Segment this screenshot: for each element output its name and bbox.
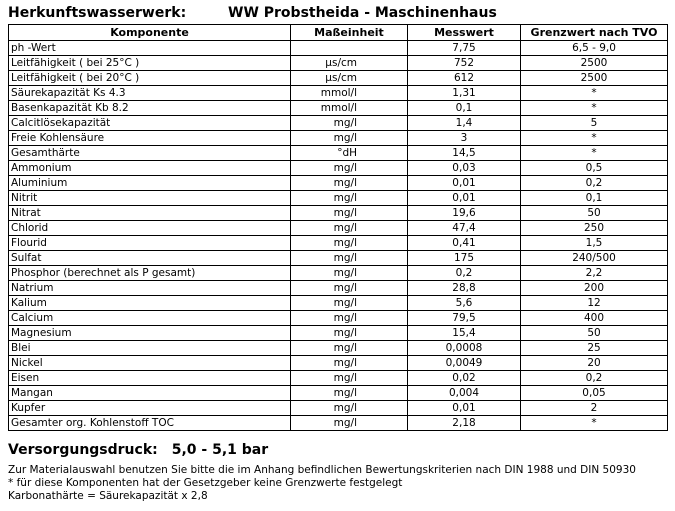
cell-unit: mg/l: [291, 236, 408, 251]
cell-measured: 15,4: [408, 326, 521, 341]
cell-limit: 2,2: [521, 266, 668, 281]
cell-unit: mg/l: [291, 221, 408, 236]
cell-measured: 2,18: [408, 416, 521, 431]
cell-unit: mg/l: [291, 371, 408, 386]
cell-component: Kalium: [9, 296, 291, 311]
cell-limit: 0,2: [521, 176, 668, 191]
cell-component: Gesamter org. Kohlenstoff TOC: [9, 416, 291, 431]
cell-limit: 20: [521, 356, 668, 371]
cell-unit: µs/cm: [291, 56, 408, 71]
cell-measured: 79,5: [408, 311, 521, 326]
table-row: [9, 86, 668, 101]
cell-unit: mg/l: [291, 356, 408, 371]
cell-component: Blei: [9, 341, 291, 356]
table-header-row: [9, 25, 668, 41]
cell-limit: *: [521, 131, 668, 146]
cell-measured: 1,4: [408, 116, 521, 131]
cell-component: Natrium: [9, 281, 291, 296]
cell-measured: 5,6: [408, 296, 521, 311]
source-waterworks-header: [8, 3, 668, 23]
supply-pressure-value: 5,0 - 5,1 bar: [171, 442, 269, 458]
cell-limit: 250: [521, 221, 668, 236]
cell-limit: 400: [521, 311, 668, 326]
cell-unit: °dH: [291, 146, 408, 161]
cell-measured: 612: [408, 71, 521, 86]
cell-measured: 0,0008: [408, 341, 521, 356]
table-row: [9, 341, 668, 356]
table-row: [9, 236, 668, 251]
table-row: [9, 281, 668, 296]
table-row: [9, 356, 668, 371]
cell-unit: mg/l: [291, 176, 408, 191]
cell-component: Leitfähigkeit ( bei 20°C ): [9, 71, 291, 86]
table-row: [9, 311, 668, 326]
cell-measured: 3: [408, 131, 521, 146]
cell-measured: 0,03: [408, 161, 521, 176]
column-header-limit: Grenzwert nach TVO: [521, 25, 668, 41]
cell-component: Leitfähigkeit ( bei 25°C ): [9, 56, 291, 71]
note-no-limit: * für diese Komponenten hat der Gesetzgeber keine Grenzwerte festgelegt: [8, 477, 403, 489]
cell-limit: 5: [521, 116, 668, 131]
cell-limit: 200: [521, 281, 668, 296]
cell-component: Calcitlösekapazität: [9, 116, 291, 131]
cell-component: Phosphor (berechnet als P gesamt): [9, 266, 291, 281]
cell-limit: *: [521, 146, 668, 161]
cell-limit: 25: [521, 341, 668, 356]
cell-limit: 2500: [521, 56, 668, 71]
source-waterworks-label: Herkunftswasserwerk:: [8, 5, 187, 21]
table-row: [9, 146, 668, 161]
table-row: [9, 401, 668, 416]
cell-measured: 175: [408, 251, 521, 266]
cell-limit: 0,1: [521, 191, 668, 206]
table-row: [9, 296, 668, 311]
table-row: [9, 71, 668, 86]
cell-component: Mangan: [9, 386, 291, 401]
table-row: [9, 101, 668, 116]
cell-limit: 0,2: [521, 371, 668, 386]
cell-measured: 14,5: [408, 146, 521, 161]
cell-unit: mg/l: [291, 311, 408, 326]
table-row: [9, 416, 668, 431]
cell-limit: 0,05: [521, 386, 668, 401]
cell-measured: 19,6: [408, 206, 521, 221]
cell-unit: mg/l: [291, 266, 408, 281]
cell-unit: mmol/l: [291, 86, 408, 101]
cell-limit: 6,5 - 9,0: [521, 41, 668, 56]
cell-component: Säurekapazität Ks 4.3: [9, 86, 291, 101]
cell-measured: 752: [408, 56, 521, 71]
cell-component: Gesamthärte: [9, 146, 291, 161]
cell-component: Calcium: [9, 311, 291, 326]
cell-measured: 0,02: [408, 371, 521, 386]
cell-component: Chlorid: [9, 221, 291, 236]
note-material-selection: Zur Materialauswahl benutzen Sie bitte die im Anhang befindlichen Bewertungskriterien nach DIN 1988 und DIN 50930: [8, 464, 636, 476]
table-row: [9, 191, 668, 206]
cell-limit: *: [521, 86, 668, 101]
table-row: [9, 116, 668, 131]
cell-measured: 7,75: [408, 41, 521, 56]
cell-unit: mg/l: [291, 161, 408, 176]
cell-component: Eisen: [9, 371, 291, 386]
cell-measured: 0,01: [408, 191, 521, 206]
cell-measured: 28,8: [408, 281, 521, 296]
cell-measured: 0,0049: [408, 356, 521, 371]
water-quality-table: [8, 24, 668, 431]
cell-unit: mg/l: [291, 131, 408, 146]
table-row: [9, 206, 668, 221]
cell-measured: 0,004: [408, 386, 521, 401]
table-row: [9, 251, 668, 266]
cell-limit: 1,5: [521, 236, 668, 251]
cell-limit: 2500: [521, 71, 668, 86]
footnotes: [8, 464, 636, 503]
cell-measured: 0,1: [408, 101, 521, 116]
table-row: [9, 56, 668, 71]
cell-measured: 0,2: [408, 266, 521, 281]
table-row: [9, 371, 668, 386]
cell-unit: mmol/l: [291, 101, 408, 116]
table-row: [9, 266, 668, 281]
cell-component: ph -Wert: [9, 41, 291, 56]
cell-limit: 240/500: [521, 251, 668, 266]
table-row: [9, 41, 668, 56]
cell-limit: 2: [521, 401, 668, 416]
cell-component: Nickel: [9, 356, 291, 371]
cell-measured: 0,41: [408, 236, 521, 251]
table-row: [9, 221, 668, 236]
cell-component: Ammonium: [9, 161, 291, 176]
cell-component: Nitrit: [9, 191, 291, 206]
cell-limit: 12: [521, 296, 668, 311]
cell-unit: mg/l: [291, 116, 408, 131]
table-row: [9, 326, 668, 341]
cell-unit: mg/l: [291, 341, 408, 356]
cell-limit: *: [521, 101, 668, 116]
cell-component: Nitrat: [9, 206, 291, 221]
cell-unit: mg/l: [291, 191, 408, 206]
cell-unit: mg/l: [291, 386, 408, 401]
table-row: [9, 176, 668, 191]
supply-pressure: [8, 442, 268, 458]
column-header-measured: Messwert: [408, 25, 521, 41]
cell-unit: mg/l: [291, 251, 408, 266]
cell-unit: mg/l: [291, 416, 408, 431]
cell-limit: 50: [521, 206, 668, 221]
cell-component: Basenkapazität Kb 8.2: [9, 101, 291, 116]
note-carbonate-hardness: Karbonathärte = Säurekapazität x 2,8: [8, 490, 208, 502]
cell-measured: 0,01: [408, 401, 521, 416]
table-row: [9, 386, 668, 401]
cell-unit: mg/l: [291, 281, 408, 296]
source-waterworks-value: WW Probstheida - Maschinenhaus: [228, 5, 497, 21]
cell-limit: *: [521, 416, 668, 431]
cell-unit: [291, 41, 408, 56]
column-header-component: Komponente: [9, 25, 291, 41]
table-row: [9, 161, 668, 176]
cell-limit: 50: [521, 326, 668, 341]
cell-component: Freie Kohlensäure: [9, 131, 291, 146]
cell-component: Sulfat: [9, 251, 291, 266]
cell-unit: mg/l: [291, 401, 408, 416]
cell-component: Aluminium: [9, 176, 291, 191]
cell-limit: 0,5: [521, 161, 668, 176]
cell-unit: mg/l: [291, 296, 408, 311]
cell-component: Flourid: [9, 236, 291, 251]
table-row: [9, 131, 668, 146]
cell-component: Kupfer: [9, 401, 291, 416]
cell-unit: mg/l: [291, 206, 408, 221]
cell-unit: mg/l: [291, 326, 408, 341]
column-header-unit: Maßeinheit: [291, 25, 408, 41]
supply-pressure-label: Versorgungsdruck:: [8, 442, 158, 458]
cell-measured: 1,31: [408, 86, 521, 101]
cell-measured: 0,01: [408, 176, 521, 191]
cell-component: Magnesium: [9, 326, 291, 341]
cell-unit: µs/cm: [291, 71, 408, 86]
table-body: [9, 41, 668, 431]
cell-measured: 47,4: [408, 221, 521, 236]
